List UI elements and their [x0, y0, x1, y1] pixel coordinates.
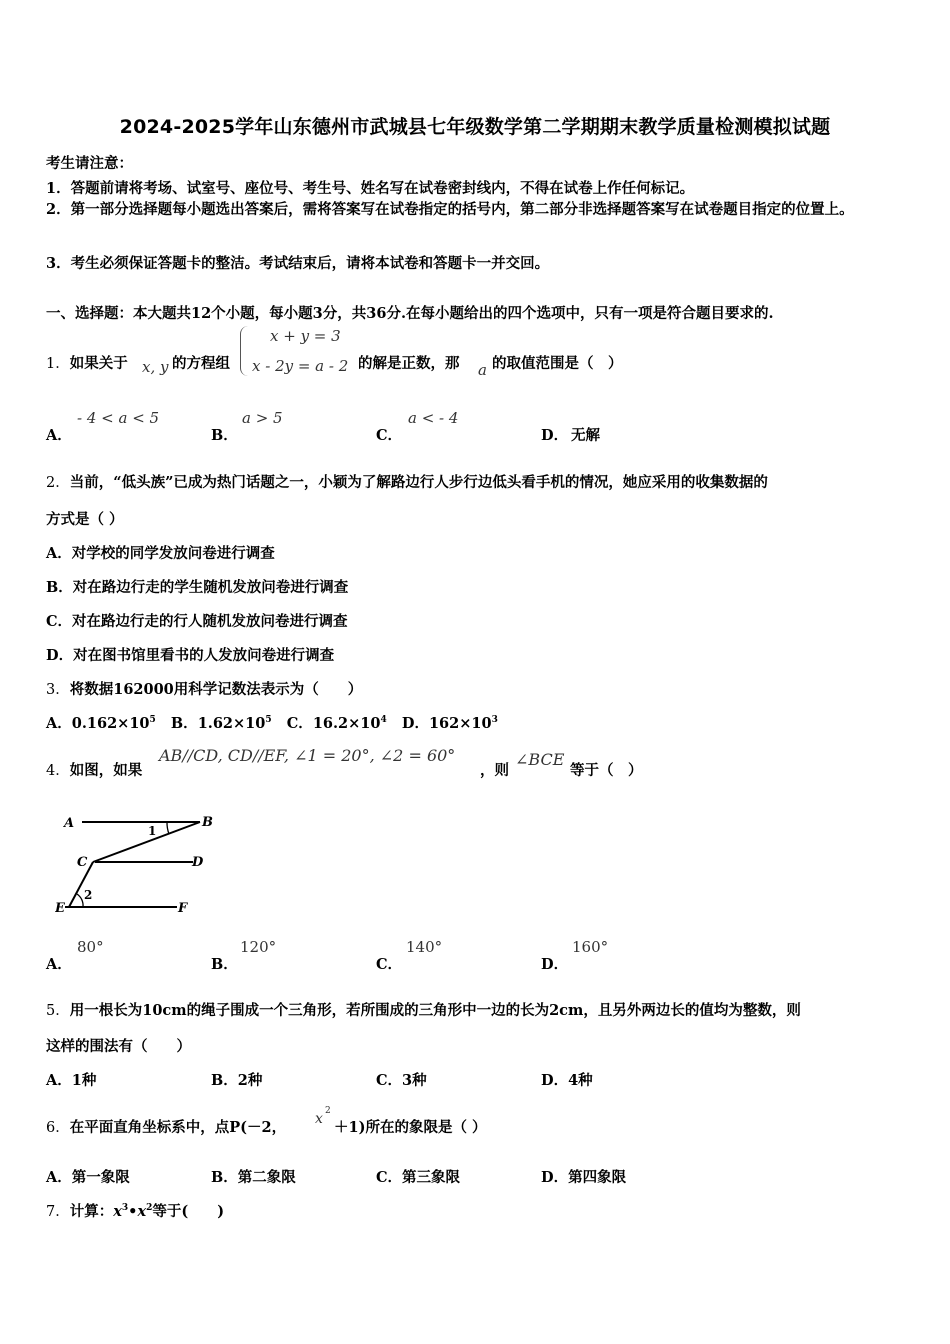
q6-option-d: D．第四象限: [541, 1169, 627, 1186]
question-number: 1．: [46, 356, 70, 372]
q1-option-c: a < - 4: [408, 409, 459, 427]
angle-1-arc: [167, 822, 169, 834]
section-1-heading: 一、选择题：本大题共12个小题，每小题3分，共36分.在每小题给出的四个选项中，只有一项是符合题目要求的.: [46, 305, 774, 322]
question-number: 5．: [46, 1003, 70, 1019]
q1-label-c: C．: [376, 427, 403, 444]
question-3: [46, 678, 362, 699]
q7-exp-2: 2: [146, 1203, 153, 1214]
question-2: [46, 471, 768, 492]
question-number: 4．: [46, 763, 70, 779]
label-c: C: [77, 855, 88, 870]
q4-label-c: C．: [376, 956, 403, 973]
q5-option-a: A．1种: [46, 1072, 97, 1089]
q1-option-a: - 4 < a < 5: [77, 409, 160, 427]
q2-option-d: D．对在图书馆里看书的人发放问卷进行调查: [46, 647, 335, 664]
q6-text-2: ＋1)所在的象限是（ ）: [334, 1119, 487, 1136]
q2-option-a: A．对学校的同学发放问卷进行调查: [46, 545, 275, 562]
angle-2-arc: [77, 894, 83, 907]
notice-item-2: 2．第一部分选择题每小题选出答案后，需将答案写在试卷指定的括号内，第二部分非选择题答案写在试卷题目指定的位置上。: [46, 201, 854, 218]
q3-option-c-exp: 4: [380, 715, 387, 726]
q3-options: [46, 712, 498, 733]
q4-text-2: ，则: [480, 762, 509, 779]
q2-text-2: 方式是（ ）: [46, 511, 124, 528]
q4-text-1: 如图，如果: [69, 762, 143, 779]
q4-label-d: D．: [541, 956, 569, 973]
q7-exp-1: 3: [121, 1203, 129, 1214]
q3-option-a-exp: 5: [149, 715, 156, 726]
label-a: A: [64, 816, 75, 831]
q3-option-d: 162×10: [428, 715, 492, 732]
notice-heading: 考生请注意：: [46, 155, 133, 172]
q3-label-b: B．: [170, 715, 198, 732]
label-e: E: [55, 901, 65, 916]
page-title: 2024-2025学年山东德州市武城县七年级数学第二学期期末教学质量检测模拟试题: [119, 116, 831, 138]
q4-option-c: 140°: [406, 938, 443, 956]
q4-label-b: B．: [211, 956, 238, 973]
q4-angle: ∠BCE: [515, 750, 565, 769]
q5-option-c: C．3种: [376, 1072, 427, 1089]
q5-text-2: 这样的围法有（ ）: [46, 1038, 191, 1055]
q2-option-b: B．对在路边行走的学生随机发放问卷进行调查: [46, 579, 349, 596]
q6-option-b: B．第二象限: [211, 1169, 296, 1186]
q1-label-d: D．: [541, 427, 569, 444]
question-1: [46, 352, 128, 373]
q3-label-d: D．: [401, 715, 429, 732]
question-7: [46, 1200, 224, 1221]
question-number: 6．: [46, 1120, 70, 1136]
q5-option-b: B．2种: [211, 1072, 263, 1089]
q5-option-d: D．4种: [541, 1072, 593, 1089]
q1-text-2: 的方程组: [172, 355, 230, 372]
q6-option-a: A．第一象限: [46, 1169, 130, 1186]
q4-option-a: 80°: [77, 938, 104, 956]
q6-text-1: 在平面直角坐标系中，点P(－2，: [69, 1119, 287, 1136]
q1-text-3: 的解是正数，那: [358, 355, 460, 372]
label-b: B: [202, 815, 213, 830]
q6-x-exp: 2: [325, 1106, 331, 1116]
label-d: D: [192, 855, 204, 870]
q6-option-c: C．第三象限: [376, 1169, 461, 1186]
q4-option-b: 120°: [240, 938, 277, 956]
question-number: 3．: [46, 682, 70, 698]
q3-option-a: 0.162×10: [71, 715, 150, 732]
q4-label-a: A．: [46, 956, 72, 973]
q5-text-1: 用一根长为10cm的绳子围成一个三角形，若所围成的三角形中一边的长为2cm，且另外两边长的值均为整数，则: [69, 1002, 801, 1019]
q2-text-1: 当前，“低头族”已成为热门话题之一，小颖为了解路边行人步行边低头看手机的情况，她应采用的收集数据的: [69, 474, 768, 491]
q3-text: 将数据162000用科学记数法表示为（ ）: [69, 681, 363, 698]
q2-option-c: C．对在路边行走的行人随机发放问卷进行调查: [46, 613, 348, 630]
q1-option-d: 无解: [571, 427, 600, 444]
question-6: [46, 1116, 286, 1137]
q1-equation-1: x + y = 3: [270, 327, 341, 345]
label-f: F: [178, 901, 188, 916]
q3-option-c: 16.2×10: [312, 715, 381, 732]
q3-option-b-exp: 5: [265, 715, 272, 726]
notice-item-1: 1．答题前请将考场、试室号、座位号、考生号、姓名写在试卷密封线内，不得在试卷上作任何标记。: [46, 180, 695, 197]
q1-option-b: a > 5: [242, 409, 283, 427]
q1-equation-2: x - 2y = a - 2: [252, 357, 349, 375]
q7-dot: •: [128, 1203, 138, 1220]
q4-text-3: 等于（ ）: [570, 762, 643, 779]
q7-text-1: 计算：: [69, 1203, 114, 1220]
q1-label-b: B．: [211, 427, 238, 444]
line-bc: [93, 822, 200, 862]
label-angle-2: 2: [84, 888, 93, 902]
q7-base-1: x: [113, 1203, 122, 1220]
q3-option-d-exp: 3: [491, 715, 498, 726]
q4-option-d: 160°: [572, 938, 609, 956]
equation-brace: [240, 326, 251, 376]
q3-option-b: 1.62×10: [197, 715, 266, 732]
q1-variables: x, y: [142, 358, 169, 376]
question-5: [46, 999, 801, 1020]
question-number: 7．: [46, 1204, 70, 1220]
q7-base-2: x: [137, 1203, 147, 1220]
question-number: 2．: [46, 475, 70, 491]
q1-text-4: 的取值范围是（ ）: [492, 355, 623, 372]
q3-label-a: A．: [46, 715, 72, 732]
q1-text-1: 如果关于: [69, 355, 128, 372]
q3-label-c: C．: [286, 715, 313, 732]
q4-condition: AB//CD, CD//EF, ∠1 = 20°, ∠2 = 60°: [159, 746, 456, 765]
q7-text-2: 等于( ): [152, 1203, 225, 1220]
q6-x: x: [315, 1111, 323, 1127]
notice-item-3: 3．考生必须保证答题卡的整洁。考试结束后，请将本试卷和答题卡一并交回。: [46, 255, 550, 272]
parallel-lines-figure: [55, 808, 225, 918]
q1-label-a: A．: [46, 427, 72, 444]
question-4: [46, 759, 142, 780]
label-angle-1: 1: [148, 824, 157, 838]
q1-a: a: [478, 361, 487, 379]
